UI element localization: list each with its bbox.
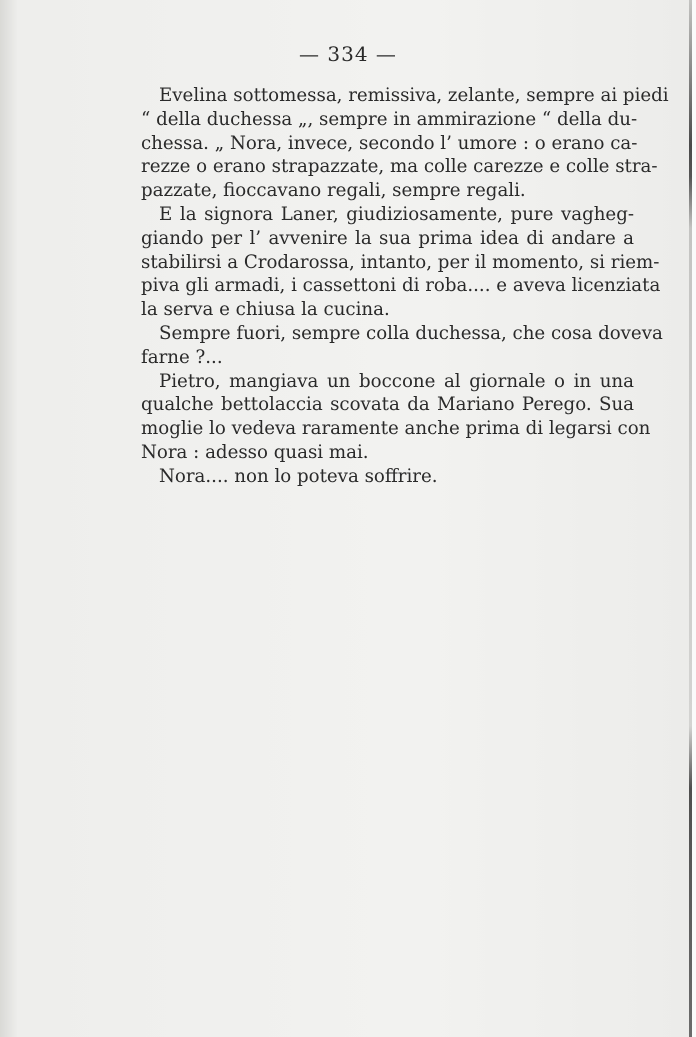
text-line: E la signora Laner, giudiziosamente, pure vagheg- [159,203,634,225]
text-line: farne ?... [141,346,223,368]
text-line: Pietro, mangiava un boccone al giornale o in una [159,370,634,392]
text-line: rezze o erano strapazzate, ma colle carezze e colle stra- [141,156,658,178]
text-line: “ della duchessa „, sempre in ammirazione “ della du- [141,108,638,130]
text-line: pazzate, fioccavano regali, sempre regali. [141,180,526,202]
text-line: Nora.... non lo poteva soffrire. [159,465,438,487]
text-line: Sempre fuori, sempre colla duchessa, che cosa doveva [159,322,663,344]
page-number: — 334 — [299,42,397,66]
text-line: piva gli armadi, i cassettoni di roba.... e aveva licenziata [141,275,661,297]
text-line: stabilirsi a Crodarossa, intanto, per il momento, si riem- [141,251,660,273]
text-line: moglie lo vedeva raramente anche prima di legarsi con [141,418,651,440]
text-line: Evelina sottomessa, remissiva, zelante, sempre ai piedi [159,85,669,106]
text-line: la serva e chiusa la cucina. [141,299,390,321]
body-text [141,84,669,489]
text-line: qualche bettolaccia scovata da Mariano Perego. Sua [141,394,634,416]
text-line: chessa. „ Nora, invece, secondo l’ umore : o erano ca- [141,132,638,154]
text-line: Nora : adesso quasi mai. [141,441,369,463]
page-edge [692,0,696,1037]
text-line: giando per l’ avvenire la sua prima idea di andare a [141,227,634,249]
